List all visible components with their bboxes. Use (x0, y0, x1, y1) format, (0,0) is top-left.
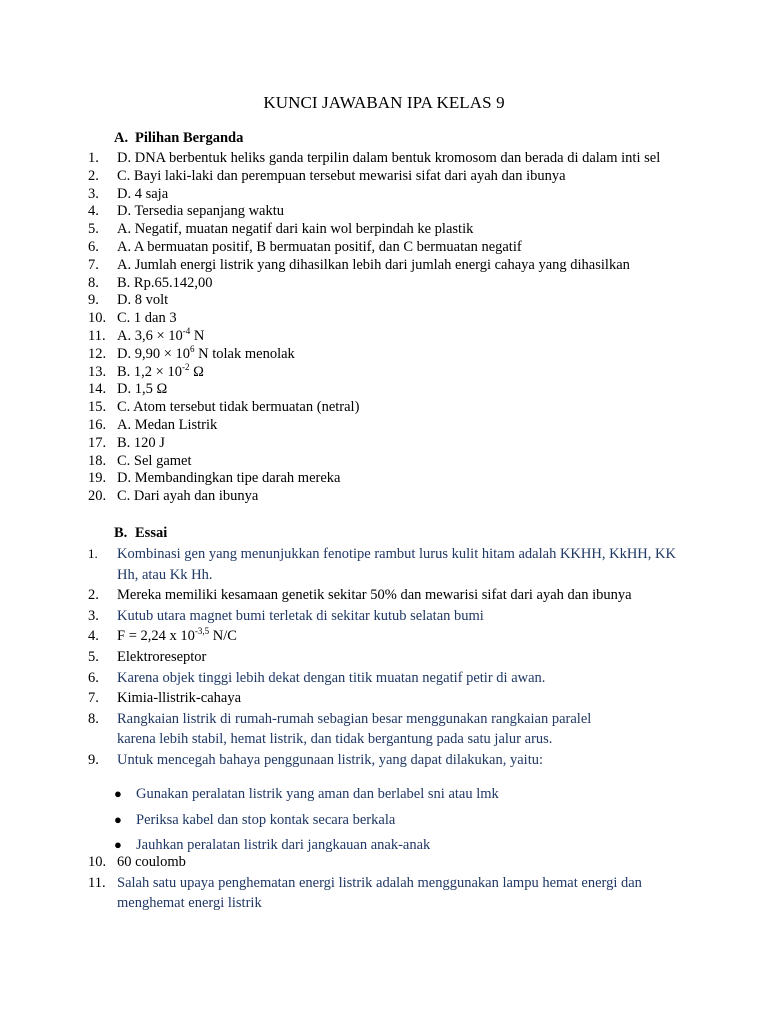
bullet-text: Jauhkan peralatan listrik dari jangkauan anak-anak (136, 837, 431, 853)
essay-number: 9. (88, 751, 99, 768)
answer-number: 9. (88, 292, 99, 309)
essay-text: Kombinasi gen yang menunjukkan fenotipe rambut lurus kulit hitam adalah KKHH, KkHH, KK Hh, atau Kk Hh. (117, 546, 676, 583)
essay-number: 11. (88, 874, 106, 891)
section-a-letter: A. (114, 130, 129, 146)
essay-text: Elektroreseptor (117, 648, 207, 665)
section-b-letter: B. (114, 525, 128, 541)
exponent: 6 (190, 343, 195, 354)
answer-text: D. DNA berbentuk heliks ganda terpilin dalam bentuk kromosom dan berada di dalam inti sel (117, 150, 661, 166)
essay-text: Untuk mencegah bahaya penggunaan listrik, yang dapat dilakukan, yaitu: (117, 751, 544, 768)
essay-answer-list (88, 544, 680, 771)
essay-item (88, 750, 680, 771)
answer-text: A. A bermuatan positif, B bermuatan positif, dan C bermuatan negatif (117, 238, 522, 255)
answer-item (88, 168, 680, 186)
answer-item (88, 275, 680, 293)
answer-number: 17. (88, 434, 107, 451)
essay-number: 3. (88, 607, 99, 624)
essay-number: 2. (88, 587, 99, 604)
essay-item (88, 852, 680, 873)
answer-number: 2. (88, 167, 99, 184)
exponent: -4 (182, 325, 191, 336)
answer-number: 11. (88, 327, 106, 344)
bullet-text: Periksa kabel dan stop kontak secara berkala (136, 811, 396, 828)
bullet-item (112, 784, 499, 810)
answer-number: 3. (88, 185, 99, 202)
answer-text-unit: Ω (189, 363, 204, 380)
essay-number: 1. (88, 546, 98, 561)
answer-item (88, 343, 680, 364)
answer-item (88, 257, 680, 275)
answer-item (88, 399, 680, 417)
answer-item (88, 470, 680, 488)
answer-number: 15. (88, 399, 107, 416)
essay-text: Kutub utara magnet bumi terletak di sekitar kutub selatan bumi (117, 607, 484, 624)
essay-item (88, 873, 680, 914)
answer-item (88, 361, 680, 382)
answer-text: C. 1 dan 3 (117, 310, 177, 327)
answer-number: 12. (88, 345, 107, 362)
answer-text: A. Jumlah energi listrik yang dihasilkan lebih dari jumlah energi cahaya yang dihasilkan (117, 256, 630, 273)
answer-text: A. Negatif, muatan negatif dari kain wol berpindah ke plastik (117, 221, 474, 238)
essay-item (88, 544, 680, 585)
essay-text: Mereka memiliki kesamaan genetik sekitar 50% dan mewarisi sifat dari ayah dan ibunya (117, 587, 632, 604)
answer-number: 6. (88, 238, 99, 255)
essay-text-line: karena lebih stabil, hemat listrik, dan tidak bergantung pada satu jalur arus. (117, 731, 553, 748)
answer-item (88, 239, 680, 257)
answer-item (88, 150, 680, 168)
bullet-dot-icon: ● (114, 786, 122, 801)
answer-item (88, 221, 680, 239)
essay-answer-list-continued (88, 852, 680, 914)
answer-text: B. 120 J (117, 434, 165, 451)
answer-text-unit: N tolak menolak (194, 345, 295, 362)
answer-number: 4. (88, 203, 99, 220)
answer-number: 16. (88, 416, 107, 433)
answer-text: D. Membandingkan tipe darah mereka (117, 470, 341, 487)
answer-number: 19. (88, 470, 107, 487)
answer-item (88, 203, 680, 221)
exponent: -2 (181, 361, 190, 372)
answer-number: 1. (88, 150, 99, 166)
answer-text-base: A. 3,6 × 10 (117, 327, 183, 344)
bullet-text: Gunakan peralatan listrik yang aman dan berlabel sni atau lmk (136, 786, 499, 802)
answer-item (88, 292, 680, 310)
answer-number: 5. (88, 221, 99, 238)
section-a-heading (114, 130, 243, 148)
answer-number: 14. (88, 381, 107, 398)
answer-number: 18. (88, 452, 107, 469)
essay-item (88, 606, 680, 627)
essay-text-line: Rangkaian listrik di rumah-rumah sebagian besar menggunakan rangkaian paralel (117, 710, 592, 727)
answer-text: D. 1,5 Ω (117, 381, 168, 398)
bullet-item (112, 810, 499, 836)
answer-number: 10. (88, 310, 107, 327)
essay-item (88, 688, 680, 709)
bullet-dot-icon: ● (114, 837, 122, 852)
essay-text (117, 709, 680, 750)
answer-number: 13. (88, 363, 107, 380)
answer-number: 20. (88, 488, 107, 505)
essay-text: Kimia-llistrik-cahaya (117, 690, 242, 707)
answer-text: D. 8 volt (117, 292, 169, 309)
essay-number: 10. (88, 854, 107, 870)
answer-number: 7. (88, 256, 99, 273)
answer-item (88, 488, 680, 506)
essay-text-unit: N/C (209, 628, 237, 645)
essay-number: 5. (88, 648, 99, 665)
answer-text-base: B. 1,2 × 10 (117, 363, 182, 380)
essay-item (88, 668, 680, 689)
answer-item (88, 417, 680, 435)
page-title: KUNCI JAWABAN IPA KELAS 9 (263, 93, 505, 112)
section-b-title: Essai (135, 525, 168, 541)
answer-number: 8. (88, 274, 99, 291)
answer-text: C. Atom tersebut tidak bermuatan (netral) (117, 399, 360, 416)
answer-item (88, 453, 680, 471)
bullet-dot-icon: ● (114, 811, 122, 827)
essay-number: 4. (88, 628, 99, 645)
essay-text (117, 626, 680, 647)
essay-text: Salah satu upaya penghematan energi listrik adalah menggunakan lampu hemat energi dan menghemat energi listrik (117, 874, 642, 912)
answer-text: D. Tersedia sepanjang waktu (117, 203, 285, 220)
answer-text: C. Sel gamet (117, 452, 192, 469)
answer-text: D. 4 saja (117, 185, 169, 202)
answer-text (117, 361, 680, 382)
essay-item (88, 626, 680, 647)
answer-item (88, 325, 680, 346)
essay-text: 60 coulomb (117, 854, 186, 870)
essay-number: 8. (88, 710, 99, 727)
answer-item (88, 186, 680, 204)
answer-text-unit: N (190, 327, 205, 344)
answer-item (88, 381, 680, 399)
answer-item (88, 435, 680, 453)
essay-text-base: F = 2,24 x 10 (117, 628, 195, 645)
answer-text: A. Medan Listrik (117, 416, 218, 433)
essay-number: 7. (88, 690, 99, 707)
exponent: -3,5 (194, 626, 210, 637)
answer-text: C. Dari ayah dan ibunya (117, 488, 259, 505)
answer-text: C. Bayi laki-laki dan perempuan tersebut mewarisi sifat dari ayah dan ibunya (117, 167, 566, 184)
answer-text (117, 343, 680, 364)
answer-text (117, 325, 680, 346)
answer-item (88, 310, 680, 328)
section-a-title: Pilihan Berganda (135, 130, 244, 146)
essay-item (88, 709, 680, 750)
answer-text: B. Rp.65.142,00 (117, 274, 213, 291)
essay-item (88, 647, 680, 668)
answer-text-base: D. 9,90 × 10 (117, 345, 191, 362)
multiple-choice-answer-list (88, 150, 680, 506)
safety-bullet-list (112, 784, 499, 861)
essay-number: 6. (88, 669, 99, 686)
section-b-heading (114, 525, 167, 543)
essay-text: Karena objek tinggi lebih dekat dengan titik muatan negatif petir di awan. (117, 669, 546, 686)
essay-item (88, 585, 680, 606)
